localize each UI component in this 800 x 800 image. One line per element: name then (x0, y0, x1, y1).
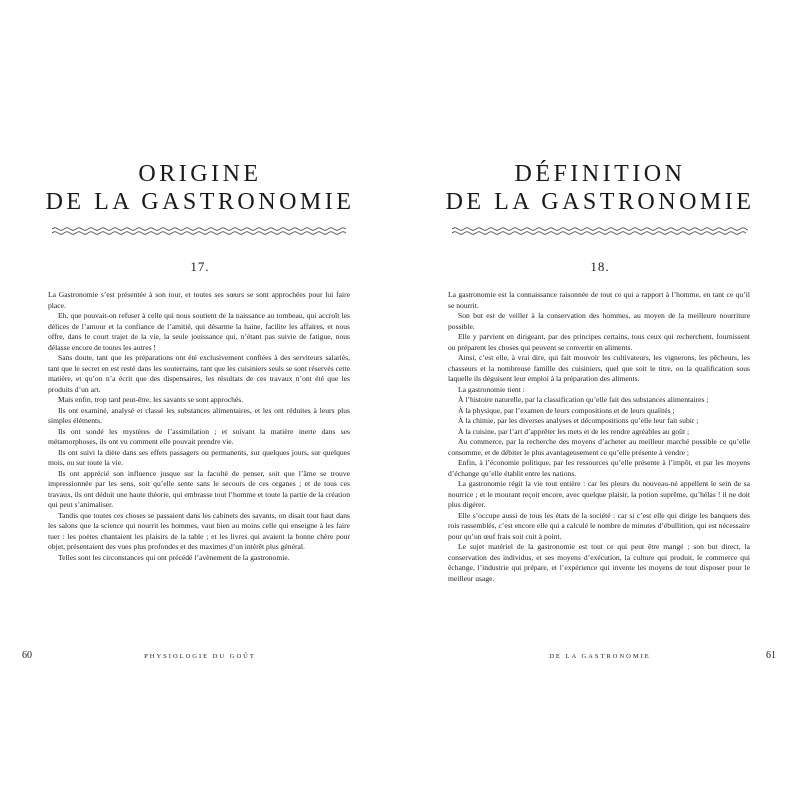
paragraph: À la chimie, par les diverses analyses et décompositions qu’elle leur fait subir ; (458, 416, 699, 425)
chapter-title (400, 160, 800, 216)
paragraph: Ils ont examiné, analysé et classé les substances alimentaires, et les ont réduites à leurs plus simples éléments. (48, 405, 350, 425)
body-text (48, 290, 350, 563)
chapter-title-line-1: DÉFINITION (514, 161, 686, 187)
chapter-title (0, 160, 400, 216)
paragraph: La gastronomie tient : (458, 384, 525, 394)
right-page (400, 0, 800, 800)
paragraph: Enfin, à l’économie politique, par les ressources qu’elle présente à l’impôt, et par les moyens d’échange qu’elle établit entre les nations. (448, 458, 750, 478)
paragraph: Tandis que toutes ces choses se passaient dans les cabinets des savants, on disait tout haut dans les salons que la science qui nourrit les hommes, vaut bien au moins celle qui enseigne à les faire tuer : les poètes chantaient les plaisirs de la table ; et les livres qui avaient la bonne chère pour objet, présentaient des vues plus profondes et des maximes d’un intérêt plus général. (48, 510, 350, 551)
paragraph: À la physique, par l’examen de leurs compositions et de leurs qualités ; (458, 405, 675, 415)
chapter-title-line-2: DE LA GASTRONOMIE (45, 189, 355, 215)
chapter-title-line-1: ORIGINE (138, 161, 262, 187)
paragraph: Sans doute, tant que les préparations ont été exclusivement confiées à des serviteurs salariés, tant que le secret en est resté dans les souterrains, tant que les cuisiniers seuls se sont réservés cette matière, et qu’on n’a écrit que des dispensaires, les résultats de ces travaux n’ont été que les produits d’un art. (48, 353, 350, 394)
paragraph: La Gastronomie s’est présentée à son tour, et toutes ses sœurs se sont approchées pour lui faire place. (48, 290, 350, 310)
paragraph: La gastronomie régit la vie tout entière : car les pleurs du nouveau-né appellent le sein de sa nourrice ; et le mourant reçoit encore, avec quelque plaisir, la potion suprême, qu’hélas ! il ne doit plus digérer. (448, 479, 750, 509)
paragraph: Telles sont les circonstances qui ont précédé l’avènement de la gastronomie. (58, 552, 290, 562)
paragraph: Ils ont suivi la diète dans ses effets passagers ou permanents, sur quelques jours, sur quelques mois, ou sur toute la vie. (48, 447, 350, 467)
chapter-number: 18. (590, 259, 610, 274)
paragraph: Le sujet matériel de la gastronomie est tout ce qui peut être mangé ; son but direct, la conservation des individus, et ses moyens d’exécution, la culture qui produit, le commerce qui échange, l’industrie qui prépare, et l’expérience qui invente les moyens de tout disposer pour le meilleur usage. (448, 542, 750, 583)
paragraph: La gastronomie est la connaissance raisonnée de tout ce qui a rapport à l’homme, en tant ce qu’il se nourrit. (448, 290, 750, 310)
running-head: DE LA GASTRONOMIE (549, 653, 651, 660)
paragraph: Ainsi, c’est elle, à vrai dire, qui fait mouvoir les cultivateurs, les vignerons, les pêcheurs, les chasseurs et la nombreuse famille des cuisiniers, quel que soit le titre, ou la qualification sous laquelle ils déguisent leur emploi à la préparation des aliments. (448, 353, 750, 383)
paragraph: Mais enfin, trop tard peut-être, les savants se sont approchés. (58, 395, 244, 404)
chapter-number: 17. (190, 259, 210, 274)
chapter-title-line-2: DE LA GASTRONOMIE (445, 189, 755, 215)
paragraph: Au commerce, par la recherche des moyens d’acheter au meilleur marché possible ce qu’elle consomme, et de débiter le plus avantageusement ce qu’elle présente à vendre ; (448, 437, 750, 457)
paragraph: Son but est de veiller à la conservation des hommes, au moyen de la meilleure nourriture possible. (448, 311, 750, 331)
paragraph: Elle y parvient en dirigeant, par des principes certains, tous ceux qui recherchent, fournissent ou préparent les choses qui peuvent se convertir en aliments. (448, 332, 750, 352)
paragraph: Ils ont sondé les mystères de l’assimilation ; et suivant la matière inerte dans ses métamorphoses, ils ont vu comment elle pouvait prendre vie. (48, 426, 350, 446)
paragraph: À la cuisine, par l’art d’apprêter les mets et de les rendre agréables au goût ; (458, 426, 690, 436)
body-text (448, 290, 750, 584)
page-number: 60 (22, 650, 32, 661)
page-number: 61 (766, 650, 776, 661)
wavy-rule-ornament (452, 226, 748, 236)
paragraph: À l’histoire naturelle, par la classification qu’elle fait des substances alimentaires ; (458, 395, 709, 404)
wavy-rule-ornament (52, 226, 348, 236)
paragraph: Elle s’occupe aussi de tous les états de la société : car si c’est elle qui dirige les banquets des rois rassemblés, c’est encore elle qui a calculé le nombre de minutes d’ébullition, qui est nécessaire pour qu’un œuf frais soit cuit à point. (448, 510, 750, 541)
running-head: PHYSIOLOGIE DU GOÛT (144, 653, 256, 660)
paragraph: Ils ont apprécié son influence jusque sur la faculté de penser, soit que l’âme se trouve impressionnée par les sens, soit qu’elle sente sans le secours de ces organes ; et de tous ces travaux, ils ont déduit une haute théorie, qui embrasse tout l’homme et toute la partie de la création qui peut s’animaliser. (48, 468, 350, 509)
paragraph: Eh, que pouvait-on refuser à celle qui nous soutient de la naissance au tombeau, qui accroît les délices de l’amour et la confiance de l’amitié, qui désarme la haine, facilite les affaires, et nous offre, dans le court trajet de la vie, la seule jouissance qui, n’étant pas suivie de fatigue, nous délasse encore de toutes les autres ! (48, 311, 350, 352)
